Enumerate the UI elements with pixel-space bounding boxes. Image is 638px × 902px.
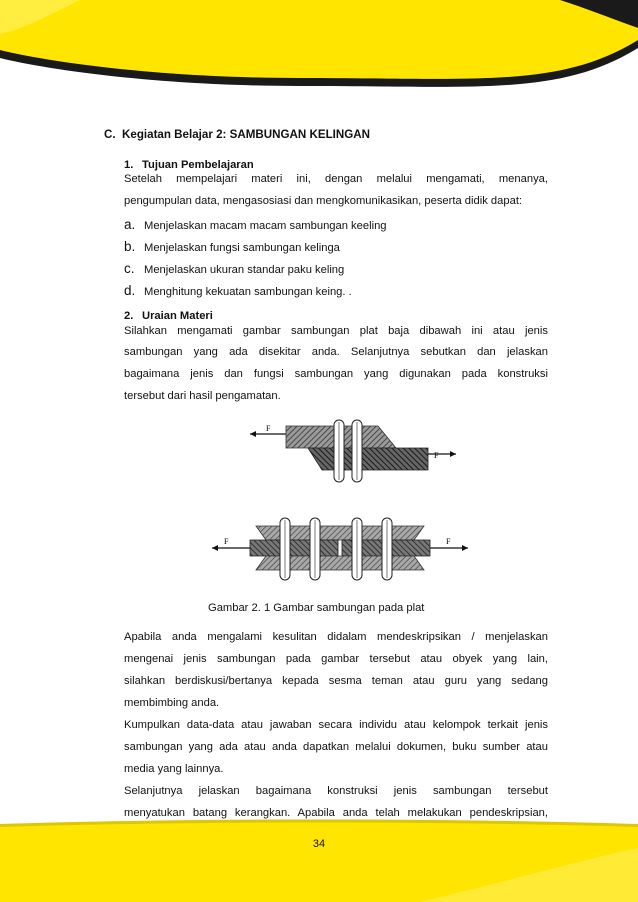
butt-joint-figure: [210, 514, 472, 584]
arrow-head-icon: [462, 545, 468, 551]
body-line: Kumpulkan data-data atau jawaban secara individu atau kelompok terkait jenis: [124, 719, 548, 731]
uraian-line: sambungan yang ada disekitar anda. Selanjutnya sebutkan dan jelaskan: [124, 346, 548, 358]
figure-caption: Gambar 2. 1 Gambar sambungan pada plat: [208, 602, 425, 614]
tujuan-list: [124, 214, 548, 302]
tujuan-intro-line1: Setelah mempelajari materi ini, dengan melalui mengamati, menanya,: [124, 173, 548, 185]
body-line: Apabila anda mengalami kesulitan didalam mendeskripsikan / menjelaskan: [124, 631, 548, 643]
list-item: d. Menghitung kekuatan sambungan keing. .: [124, 283, 352, 298]
list-item: b. Menjelaskan fungsi sambungan kelinga: [124, 239, 340, 254]
section-title: [104, 128, 370, 141]
uraian-heading-text: Uraian Materi: [142, 310, 213, 322]
list-item: a. Menjelaskan macam macam sambungan keeling: [124, 217, 387, 232]
body-line: media yang lainnya.: [124, 763, 224, 775]
uraian-line: Silahkan mengamati gambar sambungan plat baja dibawah ini atau jenis: [124, 325, 548, 337]
body-line: Selanjutnya jelaskan bagaimana konstruksi jenis sambungan tersebut: [124, 785, 548, 797]
tujuan-number: 1.: [124, 159, 134, 171]
footer-band: [0, 818, 638, 902]
body-line: menyatukan batang kerangkan. Apabila anda telah melakukan pendeskripsian,: [124, 807, 548, 819]
page-number: 34: [312, 838, 326, 850]
body-line: membimbing anda.: [124, 697, 220, 709]
list-item: c. Menjelaskan ukuran standar paku keling: [124, 261, 345, 276]
tujuan-intro-line2: pengumpulan data, mengasosiasi dan mengkomunikasikan, peserta didik dapat:: [124, 195, 523, 207]
section-letter: C.: [104, 128, 116, 141]
tujuan-heading: [124, 159, 548, 171]
force-label: F: [224, 537, 229, 546]
body-line: silahkan berdiskusi/bertanya kepada sesma teman atau guru yang sedang: [124, 675, 548, 687]
lower-plate: [308, 448, 428, 470]
uraian-number: 2.: [124, 310, 134, 322]
tujuan-heading-text: Tujuan Pembelajaran: [142, 159, 254, 171]
body-line: mengenai jenis sambungan pada gambar tersebut atau obyek yang lain,: [124, 653, 548, 665]
force-label: F: [266, 424, 271, 433]
arrow-head-icon: [450, 451, 456, 457]
uraian-line: tersebut dari hasil pengamatan.: [124, 390, 281, 402]
lap-joint-figure: [248, 418, 458, 490]
force-label: F: [434, 451, 439, 460]
arrow-head-icon: [212, 545, 218, 551]
arrow-head-icon: [250, 431, 256, 437]
uraian-line: bagaimana jenis dan fungsi sambungan yang digunakan pada konstruksi: [124, 368, 548, 380]
header-band: [0, 0, 638, 92]
uraian-heading: [124, 310, 548, 322]
uraian-block: [124, 310, 548, 407]
body-line: sambungan yang ada atau anda dapatkan melalui dokumen, buku sumber atau: [124, 741, 548, 753]
body-text: [124, 626, 548, 824]
force-label: F: [446, 537, 451, 546]
left-main-plate: [250, 540, 338, 556]
section-title-text: Kegiatan Belajar 2: SAMBUNGAN KELINGAN: [122, 128, 371, 141]
tujuan-block: [124, 159, 548, 302]
